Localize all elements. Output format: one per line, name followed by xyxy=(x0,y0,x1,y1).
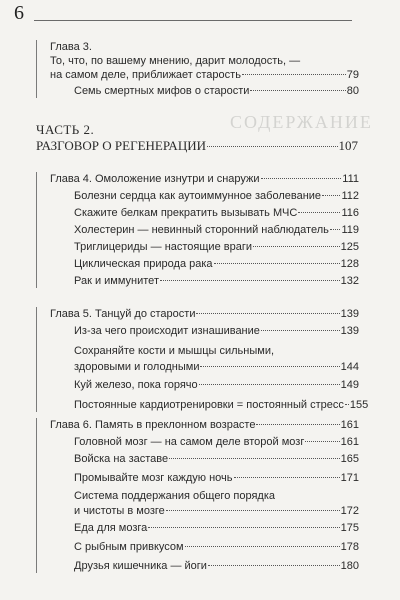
chapter-6-page: 161 xyxy=(340,419,359,431)
toc-item-page: 139 xyxy=(340,325,359,337)
dot-leader xyxy=(207,146,338,147)
toc-item-title: Промывайте мозг каждую ночь xyxy=(74,472,233,484)
toc-item-page: 132 xyxy=(340,275,359,287)
dot-leader xyxy=(234,477,340,478)
chapter-3-entry[interactable] xyxy=(37,68,359,82)
toc-item-title: Скажите белкам прекратить вызывать МЧС xyxy=(74,207,298,219)
toc-item[interactable] xyxy=(37,84,359,98)
toc-item-title: Семь смертных мифов о старости xyxy=(74,85,250,97)
chapter-6-entry[interactable] xyxy=(37,418,359,432)
chapter-5-title: Глава 5. Танцуй до старости xyxy=(50,308,196,320)
toc-item[interactable] xyxy=(37,540,359,554)
part-2-label: ЧАСТЬ 2. xyxy=(36,122,95,137)
chapter-4-entry[interactable] xyxy=(37,172,359,186)
dot-leader xyxy=(298,212,340,213)
dot-leader xyxy=(345,404,349,405)
dot-leader xyxy=(253,246,340,247)
toc-item-title-line1: Сохраняйте кости и мышцы сильными, xyxy=(74,345,275,357)
dot-leader xyxy=(261,178,342,179)
toc-item-page: 119 xyxy=(341,224,359,236)
toc-item-title: и чистоты в мозге xyxy=(74,505,165,517)
page-number: 6 xyxy=(14,2,24,24)
header-rule xyxy=(34,20,352,21)
toc-item-page: 80 xyxy=(346,85,359,97)
toc-item-title: Из-за чего происходит изнашивание xyxy=(74,325,260,337)
toc-item-title-line1: Система поддержания общего порядка xyxy=(74,490,275,502)
dot-leader xyxy=(200,366,339,367)
chapter-6-block xyxy=(36,418,359,573)
chapter-5-entry[interactable] xyxy=(37,307,359,321)
toc-item-page: 175 xyxy=(340,522,359,534)
toc-item-title: Холестерин — невинный сторонний наблюдатель xyxy=(74,224,329,236)
toc-item-title: Рак и иммунитет xyxy=(74,275,159,287)
dot-leader xyxy=(208,565,340,566)
toc-item-page: 149 xyxy=(340,379,359,391)
toc-item-title: Войска на заставе xyxy=(74,453,169,465)
toc-item[interactable] xyxy=(37,398,369,412)
toc-item-page: 112 xyxy=(341,190,359,202)
toc-item[interactable] xyxy=(37,360,359,374)
dot-leader xyxy=(322,195,340,196)
toc-item-page: 165 xyxy=(340,453,359,465)
toc-item[interactable] xyxy=(37,435,359,449)
toc-item-page: 144 xyxy=(340,361,359,373)
toc-item-title: Куй железо, пока горячо xyxy=(74,379,198,391)
toc-item-title: Постоянные кардиотренировки = постоянный стресс xyxy=(74,399,344,411)
toc-item[interactable] xyxy=(37,521,359,535)
toc-item-title: здоровыми и голодными xyxy=(74,361,200,373)
dot-leader xyxy=(261,330,340,331)
bleed-through-text: СОДЕРЖАНИЕ xyxy=(230,112,373,132)
dot-leader xyxy=(166,510,340,511)
toc-item-page: 161 xyxy=(340,436,359,448)
dot-leader xyxy=(196,313,339,314)
toc-item[interactable] xyxy=(37,223,359,237)
chapter-3-title-line1: То, что, по вашему мнению, дарит молодость, — xyxy=(50,55,301,67)
dot-leader xyxy=(242,74,346,75)
toc-item-page: 172 xyxy=(340,505,359,517)
toc-item[interactable] xyxy=(37,452,359,466)
toc-item-page: 125 xyxy=(340,241,359,253)
dot-leader xyxy=(199,384,340,385)
dot-leader xyxy=(185,546,340,547)
chapter-5-page: 139 xyxy=(340,308,359,320)
dot-leader xyxy=(256,424,339,425)
toc-item-title: Еда для мозга xyxy=(74,522,148,534)
chapter-6-title: Глава 6. Память в преклонном возрасте xyxy=(50,419,256,431)
part-2-title: РАЗГОВОР О РЕГЕНЕРАЦИИ xyxy=(36,138,206,153)
toc-item-page: 171 xyxy=(340,472,359,484)
chapter-3-title-line2: на самом деле, приближает старость xyxy=(50,69,241,81)
toc-item-title: С рыбным привкусом xyxy=(74,541,184,553)
toc-item-title: Циклическая природа рака xyxy=(74,258,213,270)
toc-item[interactable] xyxy=(37,324,359,338)
toc-item[interactable] xyxy=(37,189,359,203)
toc-item[interactable] xyxy=(37,471,359,485)
toc-item-title: Друзья кишечника — йоги xyxy=(74,560,207,572)
chapter-3-label: Глава 3. xyxy=(50,41,92,53)
dot-leader xyxy=(214,263,340,264)
toc-item[interactable] xyxy=(37,559,359,573)
toc-item[interactable] xyxy=(37,274,359,288)
chapter-3-block xyxy=(36,40,359,98)
chapter-5-block xyxy=(36,307,369,412)
chapter-4-block xyxy=(36,172,359,288)
toc-item-page: 116 xyxy=(341,207,359,219)
toc-item-title: Головной мозг — на самом деле второй мозг xyxy=(74,436,305,448)
chapter-3-page: 79 xyxy=(346,69,359,81)
toc-item[interactable] xyxy=(37,240,359,254)
part-2-entry[interactable] xyxy=(36,138,358,154)
toc-item[interactable] xyxy=(37,378,359,392)
chapter-4-page: 111 xyxy=(342,173,359,185)
dot-leader xyxy=(250,90,345,91)
toc-item[interactable] xyxy=(37,257,359,271)
part-2-page: 107 xyxy=(338,138,358,153)
chapter-4-title: Глава 4. Омоложение изнутри и снаружи xyxy=(50,173,260,185)
dot-leader xyxy=(160,280,340,281)
dot-leader xyxy=(169,458,340,459)
toc-item-title: Болезни сердца как аутоиммунное заболевание xyxy=(74,190,322,202)
toc-item-page: 178 xyxy=(340,541,359,553)
toc-item[interactable] xyxy=(37,504,359,518)
toc-item-page: 128 xyxy=(340,258,359,270)
dot-leader xyxy=(148,527,339,528)
toc-item[interactable] xyxy=(37,206,359,220)
toc-item-page: 155 xyxy=(349,399,369,411)
toc-item-title: Триглицериды — настоящие враги xyxy=(74,241,252,253)
dot-leader xyxy=(305,441,339,442)
toc-item-page: 180 xyxy=(340,560,359,572)
dot-leader xyxy=(330,229,341,230)
